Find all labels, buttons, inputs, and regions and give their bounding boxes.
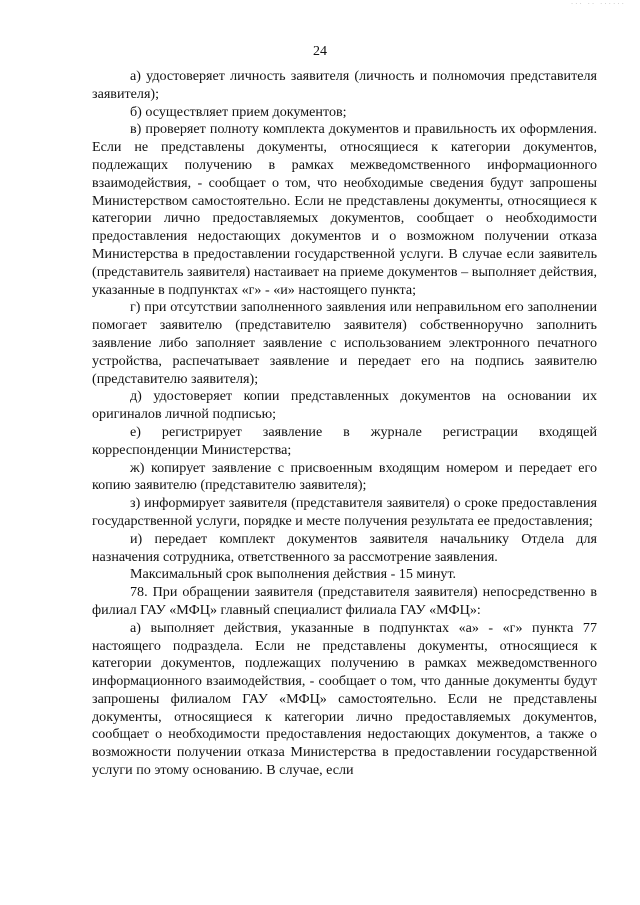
paragraph-item-z: з) информирует заявителя (представителя заявителя) о сроке предоставления государственной услуги, порядке и месте получения результата ее предоставления;: [92, 495, 597, 529]
document-body: [92, 68, 597, 780]
paragraph-item-e: е) регистрирует заявление в журнале регистрации входящей корреспонденции Министерства;: [92, 423, 597, 458]
paragraph-item-a: а) удостоверяет личность заявителя (личность и полномочия представителя заявителя);: [92, 68, 597, 102]
paragraph-78: 78. При обращении заявителя (представителя заявителя) непосредственно в филиал ГАУ «МФЦ» главный специалист филиала ГАУ «МФЦ»:: [92, 584, 597, 618]
scan-artifact: ··· ·· ······: [570, 0, 626, 8]
paragraph-item-d: д) удостоверяет копии представленных документов на основании их оригиналов личной подписью;: [92, 388, 597, 423]
paragraph-78-a: а) выполняет действия, указанные в подпунктах «а» - «г» пункта 77 настоящего подраздела. Если не представлены документы, относящиеся к категории документов, подлежащих получению в рамках межведомственного информационного взаимодействия, - сообщает о том, что данные документы будут запрошены филиалом ГАУ «МФЦ» самостоятельно. Если не представлены документы, относящиеся к категории лично предоставляемых документов, сообщает о необходимости предоставления недостающих документов, а также о возможности получении отказа Министерства в предоставлении государственной услуги по этому основанию. В случае, если: [92, 619, 597, 779]
paragraph-item-b: б) осуществляет прием документов;: [130, 103, 347, 120]
paragraph-max-time: Максимальный срок выполнения действия - 15 минут.: [130, 566, 457, 583]
paragraph-item-zh: ж) копирует заявление с присвоенным входящим номером и передает его копию заявителю (представителю заявителя);: [92, 459, 597, 494]
paragraph-item-i: и) передает комплект документов заявителя начальнику Отдела для назначения сотрудника, ответственного за рассмотрение заявления.: [92, 530, 597, 565]
paragraph-item-g: г) при отсутствии заполненного заявления или неправильном его заполнении помогает заявителю (представителю заявителя) собственноручно заполнить заявление либо заполняет заявление с использованием электронного печатного устройства, распечатывает заявление и передает его на подпись заявителю (представителю заявителя);: [92, 299, 597, 387]
page-number: 24: [313, 44, 327, 59]
paragraph-item-v: в) проверяет полноту комплекта документов и правильность их оформления. Если не представлены документы, относящиеся к категории документов, подлежащих получению в рамках межведомственного информационного взаимодействия, - сообщает о том, что необходимые сведения будут запрошены Министерством самостоятельно. Если не представлены документы, относящиеся к категории лично предоставляемых документов, сообщает о необходимости предоставления недостающих документов и о возможном получении отказа Министерства в предоставлении государственной услуги. В случае если заявитель (представитель заявителя) настаивает на приеме документов – выполняет действия, указанные в подпунктах «г» - «и» настоящего пункта;: [92, 121, 597, 298]
